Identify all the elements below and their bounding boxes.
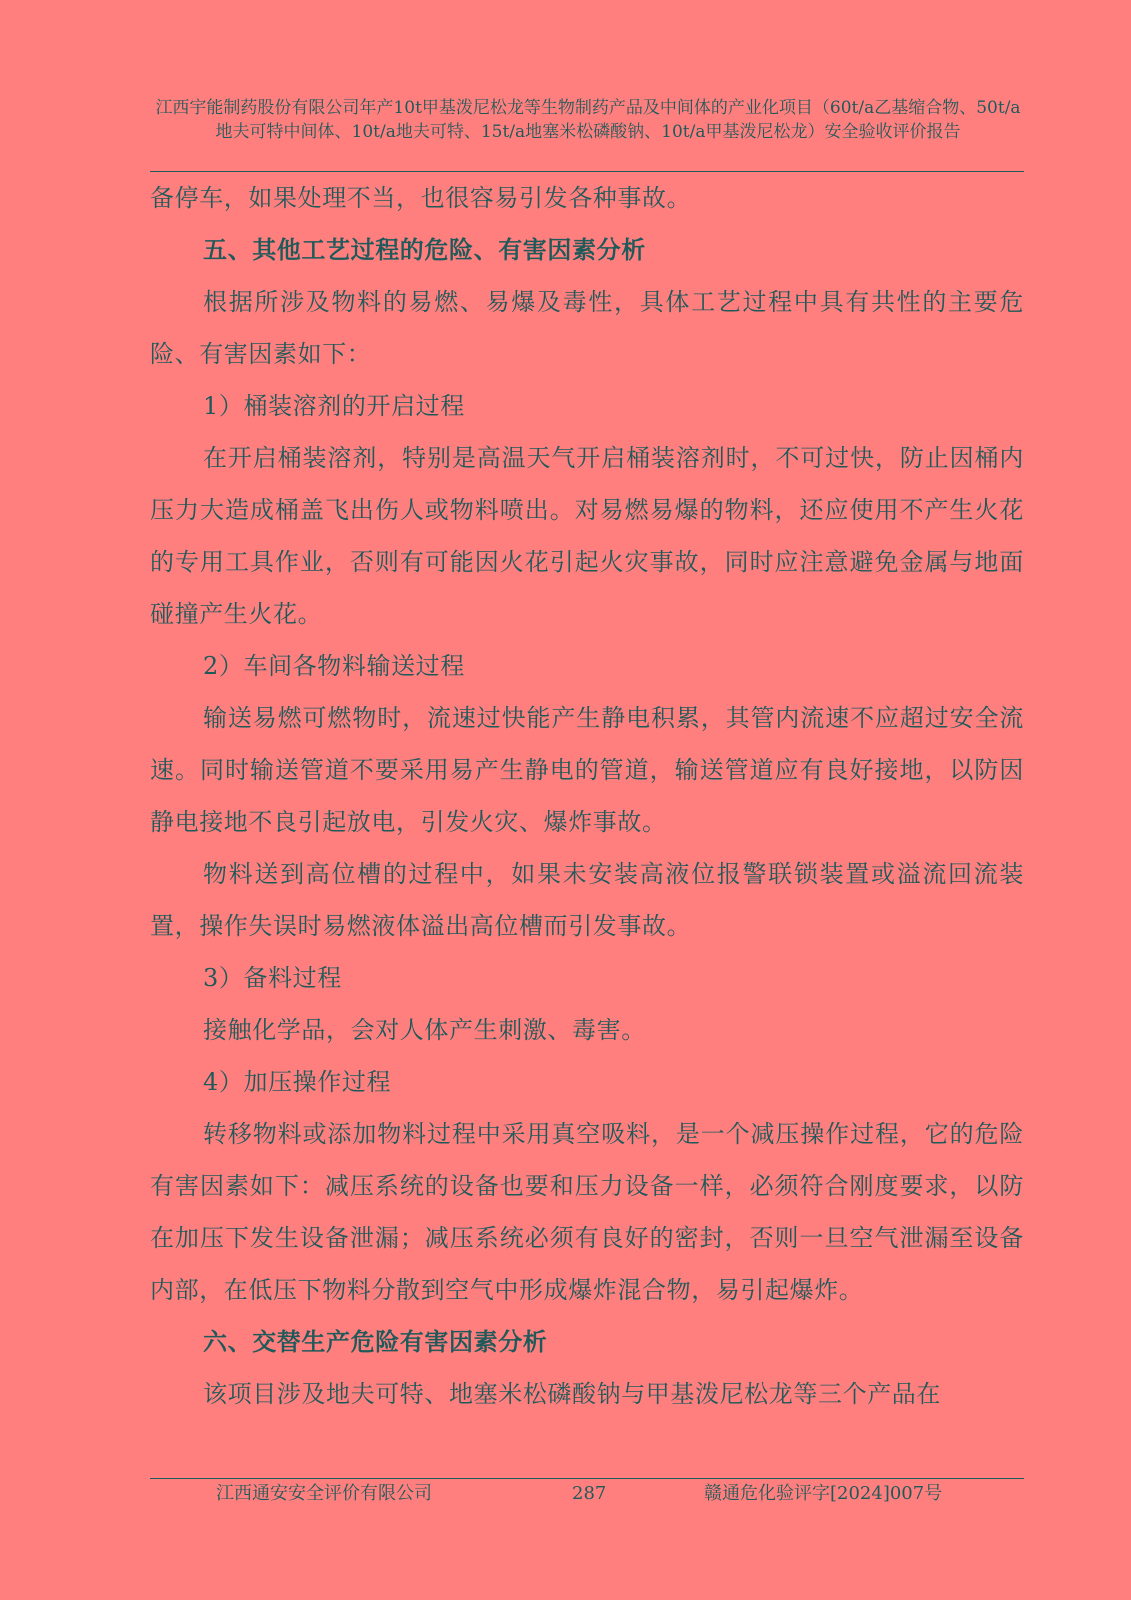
paragraph: 在开启桶装溶剂，特别是高温天气开启桶装溶剂时，不可过快，防止因桶内压力大造成桶盖飞出伤人或物料喷出。对易燃易爆的物料，还应使用不产生火花的专用工具作业，否则有可能因火花引起火灾事故，同时应注意避免金属与地面碰撞产生火花。	[150, 444, 1024, 628]
paragraph: 输送易燃可燃物时，流速过快能产生静电积累，其管内流速不应超过安全流速。同时输送管道不要采用易产生静电的管道，输送管道应有良好接地，以防因静电接地不良引起放电，引发火灾、爆炸事故。	[150, 704, 1024, 836]
paragraph-continuation: 备停车，如果处理不当，也很容易引发各种事故。	[150, 184, 692, 212]
section-heading-5: 五、其他工艺过程的危险、有害因素分析	[203, 236, 646, 264]
footer-divider	[150, 1478, 1024, 1479]
subsection-heading-1: 1）桶装溶剂的开启过程	[203, 392, 465, 420]
page-header-title: 江西宇能制药股份有限公司年产10t甲基泼尼松龙等生物制药产品及中间体的产业化项目（60t/a乙基缩合物、50t/a地夫可特中间体、10t/a地夫可特、15t/a地塞米松磷酸钠、10t/a甲基泼尼松龙）安全验收评价报告	[155, 98, 1021, 142]
subsection-heading-2: 2）车间各物料输送过程	[203, 652, 465, 680]
page-number: 287	[572, 1483, 607, 1504]
subsection-heading-3: 3）备料过程	[203, 964, 342, 992]
document-body	[150, 172, 1024, 1420]
document-reference: 赣通危化验评字[2024]007号	[704, 1483, 943, 1504]
paragraph: 根据所涉及物料的易燃、易爆及毒性，具体工艺过程中具有共性的主要危险、有害因素如下：	[150, 288, 1024, 368]
subsection-heading-4: 4）加压操作过程	[203, 1068, 392, 1096]
footer-company: 江西通安安全评价有限公司	[216, 1483, 432, 1504]
paragraph: 该项目涉及地夫可特、地塞米松磷酸钠与甲基泼尼松龙等三个产品在	[203, 1380, 941, 1408]
paragraph: 接触化学品，会对人体产生刺激、毒害。	[203, 1016, 646, 1044]
paragraph: 物料送到高位槽的过程中，如果未安装高液位报警联锁装置或溢流回流装置，操作失误时易燃液体溢出高位槽而引发事故。	[150, 860, 1024, 940]
paragraph: 转移物料或添加物料过程中采用真空吸料，是一个减压操作过程，它的危险有害因素如下：减压系统的设备也要和压力设备一样，必须符合刚度要求，以防在加压下发生设备泄漏；减压系统必须有良好的密封，否则一旦空气泄漏至设备内部，在低压下物料分散到空气中形成爆炸混合物，易引起爆炸。	[150, 1120, 1024, 1304]
section-heading-6: 六、交替生产危险有害因素分析	[203, 1328, 548, 1356]
